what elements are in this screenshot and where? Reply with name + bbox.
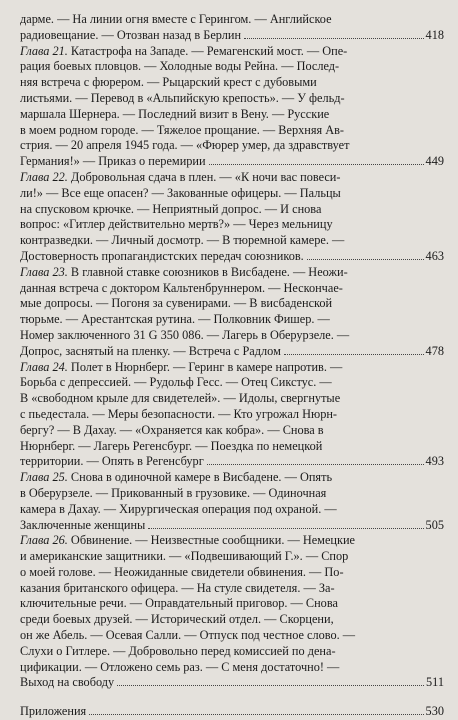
toc-line: в моем родном городе. — Тяжелое прощание. — Верхняя Ав- (20, 122, 344, 137)
dot-leader (284, 353, 424, 355)
toc-line: маршала Шернера. — Последний визит в Вену. — Русские (20, 106, 330, 121)
dot-leader (207, 463, 424, 465)
page-number: 449 (425, 154, 444, 169)
toc-line: тюрьме. — Арестантская рутина. — Полковник Фишер. — (20, 312, 330, 327)
toc-line-text: Заключенные женщины (20, 517, 146, 532)
toc-line-text: Снова в одиночной камере в Висбадене. — Опять (67, 470, 333, 485)
toc-line: ли!» — Все еще опасен? — Закованные офицеры. — Пальцы (20, 185, 341, 200)
toc-line-last (20, 249, 444, 265)
page-number: 530 (425, 704, 444, 719)
toc-line: няя встреча с фюрером. — Рыцарский крест с дубовыми (20, 75, 317, 90)
toc-line: рация боевых пловцов. — Холодные воды Рейна. — Послед- (20, 59, 340, 74)
toc-line: стрия. — 20 апреля 1945 года. — «Фюрер умер, да здравствует (20, 138, 350, 153)
toc-line: ключительные речи. — Оправдательный приговор. — Снова (20, 596, 338, 611)
toc-line: с пьедестала. — Меры безопасности. — Кто угрожал Нюрн- (20, 406, 338, 421)
chapter-label: Глава 24. (20, 359, 68, 374)
toc-line-text: Выход на свободу (20, 675, 115, 690)
toc-line: о моей голове. — Неожиданные свидетели обвинения. — По- (20, 564, 344, 579)
dot-leader (89, 713, 423, 715)
toc-entry-chapter-23 (20, 265, 444, 360)
toc-line: данная встреча с доктором Кальтенбруннером. — Нескончае- (20, 280, 343, 295)
toc-line-last (20, 518, 444, 534)
toc-line-text: Полет в Нюрнберг. — Геринг в камере напротив. — (67, 359, 343, 374)
toc-line: бергу? — В Дахау. — «Охраняется как кобра». — Снова в (20, 422, 324, 437)
dot-leader (117, 684, 424, 686)
toc-entry-chapter-21 (20, 44, 444, 170)
toc-line-text: Катастрофа на Западе. — Ремагенский мост. — Опе- (67, 43, 348, 58)
toc-line-last (20, 154, 444, 170)
toc-line-text: территории. — Опять в Регенсбург (20, 454, 204, 469)
toc-line: камера в Дахау. — Хирургическая операция под охраной. — (20, 501, 337, 516)
toc-entry-continuation (20, 12, 444, 44)
toc-line-last (20, 454, 444, 470)
toc-line: в Оберурзеле. — Прикованный в грузовике. — Одиночная (20, 485, 327, 500)
toc-line: вопрос: «Гитлер действительно мертв?» — Через мельницу (20, 217, 333, 232)
toc-entry-chapter-26 (20, 533, 444, 691)
toc-line: казания британского офицера. — На стуле свидетеля. — За- (20, 580, 335, 595)
toc-line: Нюрнберг. — Лагерь Регенсбург. — Поездка по немецкой (20, 438, 323, 453)
chapter-label: Глава 23. (20, 264, 68, 279)
toc-line-text: радиовещание. — Отозван назад в Берлин (20, 27, 242, 42)
toc-entry-chapter-24 (20, 360, 444, 471)
toc-entry-chapter-22 (20, 170, 444, 265)
toc-line: В «свободном крыле для свидетелей». — Идолы, свергнутые (20, 391, 341, 406)
dot-leader (209, 163, 424, 165)
toc-line (20, 265, 444, 281)
toc-line (20, 360, 444, 376)
toc-line: Борьба с депрессией. — Рудольф Гесс. — Отец Сикстус. — (20, 375, 332, 390)
toc-line: дарме. — На линии огня вместе с Герингом. — Английское (20, 12, 332, 26)
toc-line: среди боевых друзей. — Исторический отдел. — Скорцени, (20, 612, 334, 627)
toc-line: Слухи о Гитлере. — Добровольно перед комиссией по дена- (20, 643, 336, 658)
toc-line-last (20, 28, 444, 44)
toc-line: он же Абель. — Осевая Салли. — Отпуск под честное слово. — (20, 628, 356, 643)
chapter-label: Глава 26. (20, 533, 68, 548)
toc-line-last (20, 344, 444, 360)
page-number: 478 (425, 343, 444, 358)
toc-line-text: Достоверность пропагандистских передач союзников. (20, 248, 304, 263)
chapter-label: Глава 22. (20, 169, 68, 184)
page-number: 493 (425, 454, 444, 469)
toc-line-text: Добровольная сдача в плен. — «К ночи вас повеси- (67, 169, 341, 184)
toc-line-text: Допрос, заснятый на пленку. — Встреча с Радлом (20, 343, 281, 358)
dot-leader (148, 527, 423, 529)
toc-line: контразведки. — Личный досмотр. — В тюремной камере. — (20, 233, 345, 248)
toc-line: Номер заключенного 31 G 350 086. — Лагерь в Оберурзеле. — (20, 327, 350, 342)
toc-line (20, 533, 444, 549)
chapter-label: Глава 21. (20, 43, 68, 58)
page-number: 505 (425, 517, 444, 532)
toc-entry-chapter-25 (20, 470, 444, 533)
toc-line (20, 470, 444, 486)
page-number: 418 (425, 27, 444, 42)
toc-line (20, 170, 444, 186)
page-number: 463 (425, 248, 444, 263)
page-number: 511 (426, 675, 444, 690)
toc-line: мые допросы. — Погоня за сувенирами. — В висбаденской (20, 296, 333, 311)
toc-line-last (20, 704, 444, 720)
appendix-label: Приложения (20, 704, 87, 719)
toc-line: цификации. — Отложено семь раз. — С меня достаточно! — (20, 659, 340, 674)
toc-line: листьями. — Перевод в «Альпийскую крепость». — У фельд- (20, 90, 345, 105)
toc-entry-appendix (20, 704, 444, 720)
chapter-label: Глава 25. (20, 470, 68, 485)
toc-line-text: Германия!» — Приказ о перемирии (20, 154, 206, 169)
toc-line: на спусковом крючке. — Неприятный допрос. — И снова (20, 201, 322, 216)
toc-line-text: В главной ставке союзников в Висбадене. — Неожи- (67, 264, 348, 279)
dot-leader (244, 37, 423, 39)
toc-line-text: Обвинение. — Неизвестные сообщники. — Немецкие (67, 533, 356, 548)
toc-line: и американские защитники. — «Подвешивающий Г.». — Спор (20, 549, 349, 564)
toc-line (20, 44, 444, 60)
dot-leader (307, 258, 424, 260)
toc-line-last (20, 675, 444, 691)
